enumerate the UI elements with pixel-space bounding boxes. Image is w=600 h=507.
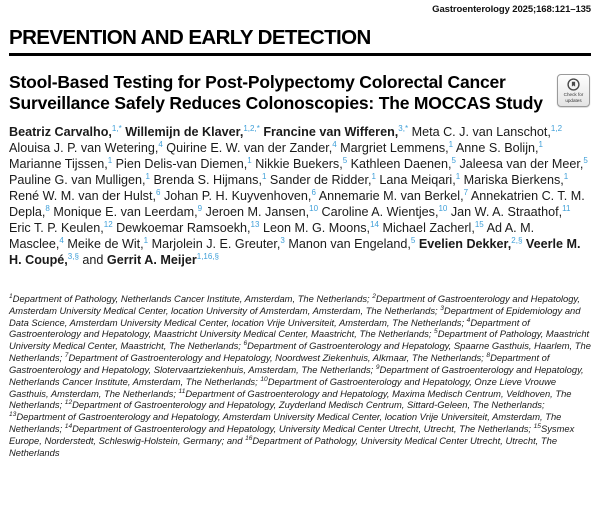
affiliation-number: 9 [375,363,380,371]
author-name: Mariska Bierkens, [463,172,564,187]
author-affiliation-superscript: 1 [145,171,150,181]
author-name: Quirine E. W. van der Zander, [166,140,333,155]
affiliation-number: 5 [434,328,438,336]
affiliation-text: Sysmex Europe, Norderstedt, Schleswig-Holstein, Germany [9,423,575,446]
author-name: Evelien Dekker, [418,236,512,251]
affiliation-text: Department of Gastroenterology and Hepatology, Amsterdam University Medical Center, location Vrije Universiteit, Amsterdam, The Netherlands [9,411,562,435]
author-name: Kathleen Daenen, [350,156,452,171]
affiliation-text: Department of Gastroenterology and Hepatology, Maxima Medisch Centrum, Veldhoven, The Netherlands [9,387,572,411]
author-list: Beatriz Carvalho,$^{1,*}$ Willemijn de Klaver,$^{1,2,*}$ Francine van Wifferen,$^{3,*}$ Meta C. J. van Lanschot,$^{1,2}$ Alouisa J. P. van Wetering,$^4$ Quirine E. W. van der Zander,$^4$ Margriet Lemmens,$^1$ Anne S. Bolijn,$^1$ Marianne Tijssen,$^1$ Pien Delis-van Diemen,$^1$ Nikkie Buekers,$^5$ Kathleen Daenen,$^5$ Jaleesa van der Meer,$^5$ Pauline G. van Mulligen,$^1$ Brenda S. Hijmans,$^1$ Sander de Ridder,$^1$ Lana Meiqari,$^1$ Mariska Bierkens,$^1$ René W. M. van der Hulst,$^6$ Johan P. H. Kuyvenhoven,$^6$ Annemarie M. van Berkel,$^7$ Annekatrien C. T. M. Depla,$^8$ Monique E. van Leerdam,$^9$ Jeroen M. Jansen,$^{10}$ Caroline A. Wientjes,$^{10}$ Jan W. A. Straathof,$^{11}$ Eric T. P. Keulen,$^{12}$ Dewkoemar Ramsoekh,$^{13}$ Leon M. G. Moons,$^{14}$ Michael Zacherl,$^{15}$ Ad A. M. Masclee,$^4$ Meike de Wit,$^1$ Marjolein J. E. Greuter,$^3$ Manon van Engeland,$^5$ Evelien Dekker,$^{2,\S}$ Veerle M. H. Coupé,$^{3,\S}$ and Gerrit A. Meijer$^{1,16,\S}$ [9,123,588,267]
author-affiliation-superscript: 1 [247,155,252,165]
author-name: Pauline G. van Mulligen, [9,172,146,187]
author-affiliation-superscript: 13 [250,219,260,229]
author-name: Meta C. J. van Lanschot, [411,125,551,139]
author-name: Lana Meiqari, [379,172,456,187]
author-affiliation-superscript: 15 [474,219,484,229]
crossmark-icon [567,78,580,91]
affiliation-text: Department of Pathology, Netherlands Cancer Institute, Amsterdam, The Netherlands [12,292,368,304]
author-affiliation-superscript: 4 [332,139,337,149]
affiliation-number: 13 [9,411,17,419]
affiliation-number: 2 [372,292,376,300]
author-name: Meike de Wit, [67,236,144,251]
affiliation-number: 11 [178,387,186,395]
author-affiliation-superscript: 2,§ [511,235,523,245]
author-name: Nikkie Buekers, [255,156,343,171]
author-name: Monique E. van Leerdam, [53,204,198,219]
author-affiliation-superscript: 12 [103,219,113,229]
author-name: René W. M. van der Hulst, [9,188,156,203]
title-row [9,72,591,114]
affiliation-text: Department of Gastroenterology and Hepatology, Spaarne Gasthuis, Haarlem, The Netherlands [9,340,591,364]
affiliation-number: 8 [486,351,491,359]
affiliation-text: Department of Epidemiology and Data Science, Amsterdam University Medical Center, location Vrije Universiteit, Amsterdam, The Netherlands [9,304,581,328]
affiliation-text: Department of Gastroenterology and Hepatology, Onze Lieve Vrouwe Gasthuis, Amsterdam, The Netherlands [9,375,557,399]
article-title [9,72,549,114]
author-name: Jaleesa van der Meer, [459,156,584,171]
author-name: Beatriz Carvalho, [9,125,112,139]
affiliation-text: Department of Gastroenterology and Hepatology, Amsterdam University Medical Center, location University of Amsterdam, Amsterdam, The Netherlands [9,292,581,316]
author-name: Caroline A. Wientjes, [321,204,439,219]
affiliation-number: 14 [64,423,73,431]
affiliations: $^1$Department of Pathology, Netherlands Cancer Institute, Amsterdam, The Netherlands; $^2$Department of Gastroenterology and Hepatology, Amsterdam University Medical Center, location University of Amsterdam, Amsterdam, The Netherlands; $^3$Department of Epidemiology and Data Science, Amsterdam University Medical Center, location Vrije Universiteit, Amsterdam, The Netherlands; $^4$Department of Gastroenterology and Hepatology, Maastricht University Medical Center, Maastricht, The Netherlands; $^5$Department of Pathology, Maastricht University Medical Center, Maastricht, The Netherlands; $^6$Department of Gastroenterology and Hepatology, Spaarne Gasthuis, Haarlem, The Netherlands; $^7$Department of Gastroenterology and Hepatology, Noordwest Ziekenhuis, Alkmaar, The Netherlands; $^8$Department of Gastroenterology and Hepatology, Slotervaartziekenhuis, Amsterdam, The Netherlands; $^9$Department of Gastroenterology and Hepatology, Netherlands Cancer Institute, Amsterdam, The Netherlands; $^{10}$Department of Gastroenterology and Hepatology, Onze Lieve Vrouwe Gasthuis, Amsterdam, The Netherlands; $^{11}$Department of Gastroenterology and Hepatology, Maxima Medisch Centrum, Veldhoven, The Netherlands; $^{12}$Department of Gastroenterology and Hepatology, Zuyderland Medisch Centrum, Sittard-Geleen, The Netherlands; $^{13}$Department of Gastroenterology and Hepatology, Amsterdam University Medical Center, location Vrije Universiteit, Amsterdam, The Netherlands; $^{14}$Department of Gastroenterology and Hepatology, University Medical Center Utrecht, Utrecht, The Netherlands; $^{15}$Sysmex Europe, Norderstedt, Schleswig-Holstein, Germany; and $^{16}$Department of Pathology, University Medical Center Utrecht, Utrecht, The Netherlands [9,292,591,458]
author-affiliation-superscript: 1,2,* [243,123,260,133]
article-title-line-1: Stool-Based Testing for Post-Polypectomy Colorectal Cancer [9,72,506,92]
author-name: Francine van Wifferen, [263,125,399,139]
affiliation-number: 10 [260,375,268,383]
affiliation-number: 6 [243,340,248,348]
author-affiliation-superscript: 1 [143,235,149,245]
author-affiliation-superscript: 1,* [111,123,122,133]
author-name: Leon M. G. Moons, [262,220,371,235]
author-affiliation-superscript: 10 [309,203,319,213]
author-affiliation-superscript: 1 [538,139,543,149]
affiliation-text: Department of Gastroenterology and Hepatology, Slotervaartziekenhuis, Amsterdam, The Netherlands [9,352,550,375]
author-affiliation-superscript: 1 [107,155,113,165]
author-name: Marianne Tijssen, [9,156,108,171]
author-name: Veerle M. H. Coupé, [9,236,581,267]
author-affiliation-superscript: 9 [197,203,203,213]
affiliation-number: 1 [9,292,13,300]
author-name: Annemarie M. van Berkel, [318,188,464,203]
check-for-updates-label: Check for updates [563,92,584,103]
author-affiliation-superscript: 5 [451,155,456,165]
affiliation-text: Department of Gastroenterology and Hepatology, University Medical Center Utrecht, Utrecht, The Netherlands [72,423,529,435]
affiliation-number: 12 [64,399,73,407]
author-affiliation-superscript: 4 [158,139,163,149]
affiliation-number: 3 [440,304,444,312]
author-affiliation-superscript: 11 [562,203,571,213]
author-affiliation-superscript: 1,16,§ [196,251,219,261]
author-name: Annekatrien C. T. M. Depla, [9,188,585,219]
author-name: Alouisa J. P. van Wetering, [9,140,159,155]
check-for-updates-badge[interactable] [557,74,590,107]
affiliation-text: Department of Pathology, University Medical Center Utrecht, Utrecht, The Netherlands [9,434,558,458]
author-affiliation-superscript: 5 [342,155,348,165]
affiliation-text: Department of Gastroenterology and Hepatology, Zuyderland Medisch Centrum, Sittard-Geleen, The Netherlands [72,399,542,411]
affiliation-text: Department of Gastroenterology and Hepatology, Maastricht University Medical Center, Maastricht, The Netherlands [9,316,530,340]
article-title-line-2: Surveillance Safely Reduces Colonoscopies: The MOCCAS Study [9,93,543,113]
affiliation-text: Department of Pathology, Maastricht University Medical Center, Maastricht, The Netherlands [9,328,590,352]
author-affiliation-superscript: 6 [155,187,161,197]
author-affiliation-superscript: 14 [370,219,379,229]
section-heading: PREVENTION AND EARLY DETECTION [9,26,371,49]
author-affiliation-superscript: 1 [448,139,454,149]
author-name: Margriet Lemmens, [340,140,449,155]
author-affiliation-superscript: 10 [438,203,448,213]
author-affiliation-superscript: 3 [280,235,285,245]
author-name: Ad A. M. Masclee, [9,220,535,251]
author-name: Sander de Ridder, [269,172,372,187]
affiliation-text: Department of Gastroenterology and Hepatology, Netherlands Cancer Institute, Amsterdam, The Netherlands [9,363,584,387]
section-divider [9,53,591,56]
author-name: Willemijn de Klaver, [125,125,244,139]
author-name: Eric T. P. Keulen, [9,220,104,235]
author-affiliation-superscript: 5 [410,235,416,245]
author-affiliation-superscript: 1 [371,171,376,181]
author-name: Marjolein J. E. Greuter, [151,236,281,251]
author-affiliation-superscript: 3,§ [67,251,79,261]
author-name: Jan W. A. Straathof, [450,204,563,219]
author-name: Manon van Engeland, [288,236,411,251]
affiliation-number: 16 [245,434,253,442]
affiliation-text: Department of Gastroenterology and Hepatology, Noordwest Ziekenhuis, Alkmaar, The Netherlands [68,352,482,364]
author-affiliation-superscript: 6 [311,187,316,197]
author-name: Pien Delis-van Diemen, [115,156,248,171]
author-affiliation-superscript: 3,* [398,123,409,133]
author-name: Michael Zacherl, [382,220,475,235]
author-affiliation-superscript: 4 [59,235,64,245]
author-affiliation-superscript: 1 [455,171,461,181]
author-name: Johan P. H. Kuyvenhoven, [163,188,312,203]
author-name: Brenda S. Hijmans, [153,172,262,187]
journal-reference: Gastroenterology 2025;168:121–135 [432,4,591,15]
affiliation-number: 15 [533,423,541,431]
author-affiliation-superscript: 1 [261,171,267,181]
author-name: Anne S. Bolijn, [455,140,539,155]
author-affiliation-superscript: 1,2 [550,123,563,133]
author-affiliation-superscript: 7 [463,187,469,197]
author-affiliation-superscript: 8 [45,203,50,213]
author-name: Gerrit A. Meijer [106,252,197,267]
author-affiliation-superscript: 5 [583,155,588,165]
author-name: Jeroen M. Jansen, [205,204,310,219]
author-affiliation-superscript: 1 [563,171,569,181]
author-name: Dewkoemar Ramsoekh, [116,220,251,235]
affiliation-number: 7 [64,351,69,359]
affiliation-number: 4 [466,316,471,324]
